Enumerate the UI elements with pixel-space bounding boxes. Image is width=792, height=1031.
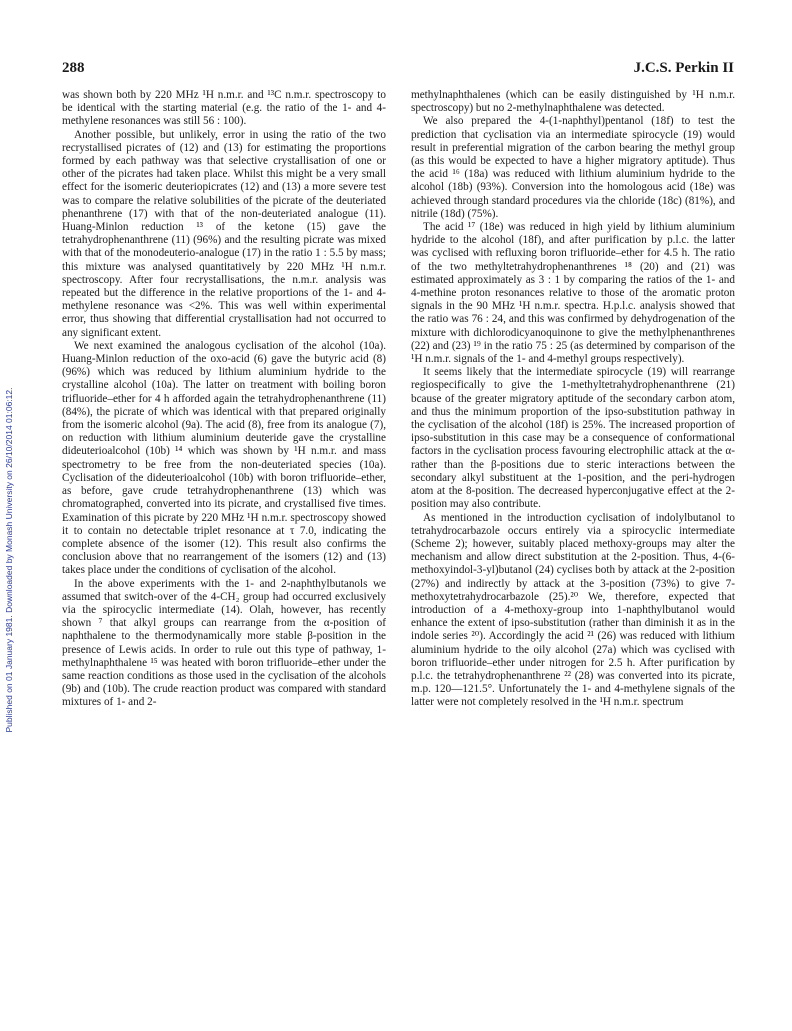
paragraph: Another possible, but unlikely, error in using the ratio of the two recrystallised picrates of (12) and (13) for estimating the proportions formed by each pathway was that selective crystallisation of one or other of the picrates had taken place. Whilst this might be a very small effect for the isomeric deuteriopicrates (12) and (13) a more severe test was to compare the relative solubilities of the picrate of the deuteriated phenanthrene (17) with that of the non-deuteriated analogue (11). Huang-Minlon reduction ¹³ of the ketone (15) gave the tetrahydrophenanthrene (11) (96%) and the resulting picrate was mixed with that of the monodeuterio-analogue (17) in the ratio 1 : 5.5 by mass; this mixture was analysed quantitatively by 220 MHz ¹H n.m.r. spectroscopy. After four recrystallisations, the n.m.r. analysis was repeated but the difference in the relative proportions of the 1- and 4-methylene resonance was <2%. This was well within experimental error, thus showing that differential crystallisation had not occurred to any significant extent. [62, 128, 386, 339]
page-header [62, 60, 734, 82]
download-notice[interactable]: Published on 01 January 1981. Downloaded by Monash University on 26/10/2014 01:06:12. [4, 387, 14, 733]
paragraph: We next examined the analogous cyclisation of the alcohol (10a). Huang-Minlon reduction of the oxo-acid (6) gave the butyric acid (8) (96%) which was reduced by lithium aluminium hydride to the crystalline alcohol (10a). The latter on treatment with boiling boron trifluoride–ether for 4 h afforded again the tetrahydrophenanthrene (11) (84%), the picrate of which was identical with that prepared originally from the isomeric alcohol (9a). The acid (8), free from its analogue (7), on reduction with lithium aluminium deuteride gave the crystalline dideuterioalcohol (10b) ¹⁴ which was shown by ¹H n.m.r. and mass spectrometry to be free from the non-deuteriated species (10a). Cyclisation of the dideuterioalcohol (10b) with boron trifluoride–ether, as before, gave crude tetrahydrophenanthrene (13) which was chromatographed, converted into its picrate, and crystallised five times. Examination of this picrate by 220 MHz ¹H n.m.r. spectroscopy showed it to contain no detectable triplet resonance at τ 7.0, indicating the complete absence of the isomer (12). This result also confirms the conclusion above that no rearrangement of the isomers (12) and (13) takes place under the conditions of cyclisation of the alcohol. [62, 339, 386, 577]
journal-title: J.C.S. Perkin II [633, 60, 734, 76]
paragraph: As mentioned in the introduction cyclisation of indolylbutanol to tetrahydrocarbazole occurs entirely via a spirocyclic intermediate (Scheme 2); however, suitably placed methoxy-groups may alter the mechanism and allow direct substitution at the 2-position. Thus, 4-(6-methoxyindol-3-yl)butanol (24) cyclises both by attack at the 2-position (27%) and indirectly by attack at the 3-position (73%) to give 7-methoxytetrahydrocarbazole (25).²⁰ We, therefore, expected that introduction of a 4-methoxy-group into 1-naphthylbutanol would enhance the extent of ipso-substitution (rather than diminish it as in the indole series ²⁰). Accordingly the acid ²¹ (26) was reduced with lithium aluminium hydride to the oily alcohol (27a) which was cyclised with boron trifluoride–ether under nitrogen for 2.5 h. After purification by p.l.c. the tetrahydrophenanthrene ²² (28) was converted into its picrate, m.p. 120—121.5°. Unfortunately the 1- and 4-methylene signals of the latter were not completely resolved in the ¹H n.m.r. spectrum [411, 511, 735, 709]
paragraph: was shown both by 220 MHz ¹H n.m.r. and ¹³C n.m.r. spectroscopy to be identical with the starting material (e.g. the ratio of the 1- and 4-methylene resonances was still 56 : 100). [62, 89, 386, 128]
paragraph: We also prepared the 4-(1-naphthyl)pentanol (18f) to test the prediction that cyclisation via an intermediate spirocycle (19) would result in preferential migration of the carbon bearing the methyl group (as this would be expected to have a higher migratory aptitude). Thus the acid ¹⁶ (18a) was reduced with lithium aluminium hydride to the alcohol (18b) (93%). Conversion into the homologous acid (18e) was achieved through standard procedures via the chloride (18c) (81%), and nitrile (18d) (75%). [411, 115, 735, 220]
paragraph: It seems likely that the intermediate spirocycle (19) will rearrange regiospecifically to give the 1-methyltetrahydrophenanthrene (21) bcause of the greater migratory aptitude of the secondary carbon atom, and thus the minimum proportion of the ipso-substitution pathway in the cyclisation of the alcohol (18f) is 25%. The increased proportion of ipso-substitution in this case may be a consequence of conformational factors in the cyclisation process favouring electrophilic attack at the α- rather than the β-positions due to steric interactions between the secondary alkyl substituent at the 1-position, and the peri-hydrogen atom at the 8-position. The decreased hyperconjugative effect at the 2-position may also contribute. [411, 366, 735, 511]
left-column [62, 89, 386, 710]
right-column [411, 89, 735, 710]
page-number: 288 [62, 60, 85, 76]
paragraph: In the above experiments with the 1- and 2-naphthylbutanols we assumed that switch-over of the 4-CH₂ group had occurred exclusively via the spirocyclic intermediate (14). Olah, however, has recently shown ⁷ that alkyl groups can rearrange from the α-position of naphthalene to the thermodynamically more stable β-position in the presence of Lewis acids. In order to rule out this type of pathway, 1-methylnaphthalene ¹⁵ was heated with boron trifluoride–ether under the same reaction conditions as those used in the cyclisation of the alcohols (9b) and (10b). The crude reaction product was compared with standard mixtures of 1- and 2- [62, 577, 386, 709]
download-watermark [2, 180, 16, 940]
paragraph: The acid ¹⁷ (18e) was reduced in high yield by lithium aluminium hydride to the alcohol (18f), and after purification by p.l.c. the latter was cyclised with refluxing boron trifluoride–ether for 4.5 h. The ratio of the two methyltetrahydrophenanthrenes ¹⁸ (20) and (21) was estimated approximately as 3 : 1 by comparing the ratios of the 1- and 4-methine proton resonances relative to those of the aromatic proton signals in the 90 MHz ¹H n.m.r. spectra. H.p.l.c. analysis showed that the ratio was 76 : 24, and this was confirmed by dehydrogenation of the mixture with dichlorodicyanoquinone to give the methylphenanthrenes (22) and (23) ¹⁹ in the ratio 75 : 25 (as determined by comparison of the ¹H n.m.r. signals of the 1- and 4-methyl groups respectively). [411, 221, 735, 366]
paragraph: methylnaphthalenes (which can be easily distinguished by ¹H n.m.r. spectroscopy) but no 2-methylnaphthalene was detected. [411, 89, 735, 115]
